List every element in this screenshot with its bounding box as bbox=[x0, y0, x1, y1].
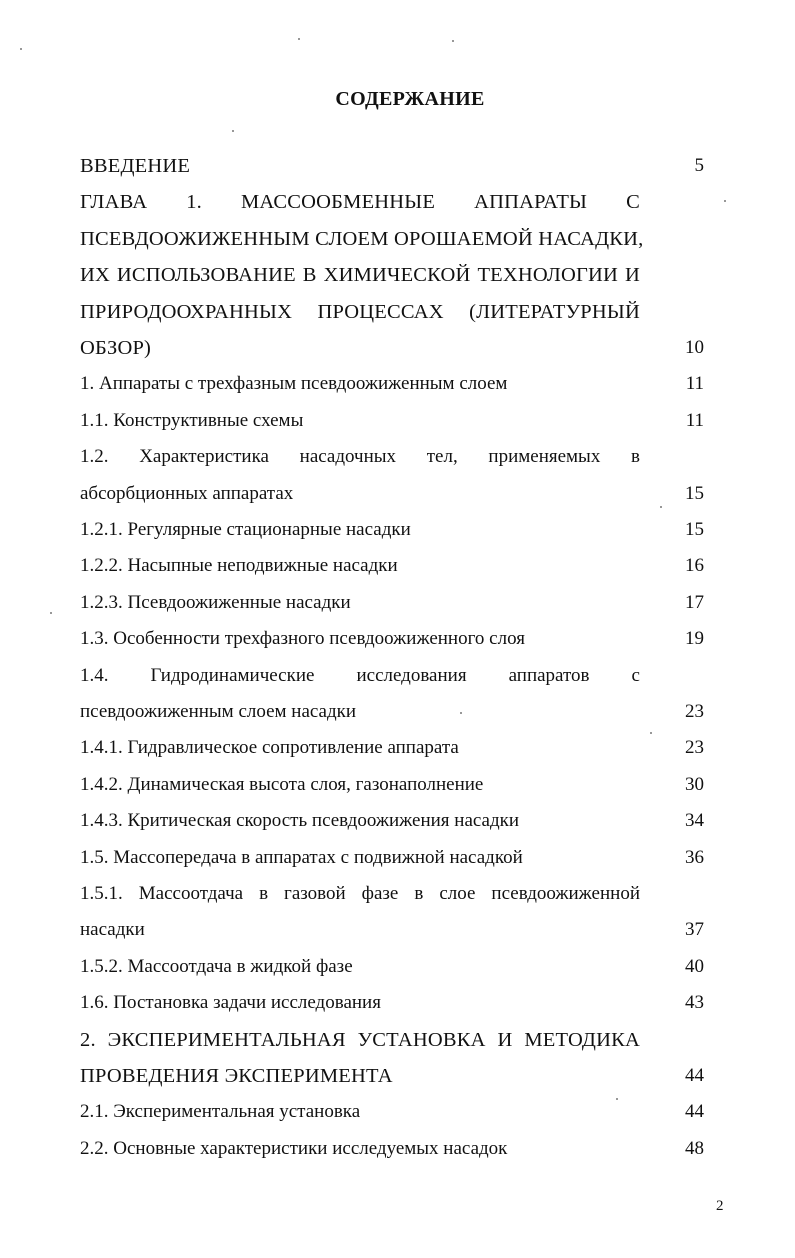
scan-speck bbox=[20, 48, 22, 50]
toc-entry-line: 1.2.3. Псевдоожиженные насадки bbox=[80, 591, 351, 613]
scan-speck bbox=[232, 130, 234, 132]
toc-entry-line: 2. ЭКСПЕРИМЕНТАЛЬНАЯ УСТАНОВКА И МЕТОДИКА bbox=[80, 1028, 640, 1051]
toc-page-number: 11 bbox=[685, 373, 704, 395]
toc-entry-line: 1.1. Конструктивные схемы bbox=[80, 409, 304, 431]
page-title: СОДЕРЖАНИЕ bbox=[335, 88, 485, 110]
toc-page-number: 44 bbox=[685, 1065, 704, 1086]
scan-speck bbox=[616, 1098, 618, 1100]
toc-entry-line: ПСЕВДООЖИЖЕННЫМ СЛОЕМ ОРОШАЕМОЙ НАСАДКИ, bbox=[80, 227, 644, 250]
toc-entry-line: ОБЗОР) bbox=[80, 337, 152, 359]
scan-speck bbox=[650, 732, 652, 734]
toc-page-number: 44 bbox=[685, 1101, 704, 1123]
toc-entry-line: насадки bbox=[80, 919, 145, 941]
toc-page-number: 34 bbox=[685, 810, 704, 832]
toc-entry-line: 1.4.2. Динамическая высота слоя, газонаполнение bbox=[80, 773, 484, 795]
toc-entry-line: 1.2.1. Регулярные стационарные насадки bbox=[80, 519, 411, 540]
toc-entry-line: ИХ ИСПОЛЬЗОВАНИЕ В ХИМИЧЕСКОЙ ТЕХНОЛОГИИ И bbox=[80, 264, 640, 287]
toc-entry-line: 1. Аппараты с трехфазным псевдоожиженным слоем bbox=[80, 373, 508, 395]
scan-speck bbox=[298, 38, 300, 40]
toc-entry-line: 1.6. Постановка задачи исследования bbox=[80, 992, 381, 1014]
toc-entry-line: 2.1. Экспериментальная установка bbox=[80, 1101, 361, 1123]
toc-page-number: 40 bbox=[685, 955, 704, 977]
toc-page-number: 43 bbox=[685, 992, 704, 1014]
toc-entry-line: абсорбционных аппаратах bbox=[80, 482, 294, 504]
toc-entry-line: 1.2.2. Насыпные неподвижные насадки bbox=[80, 555, 398, 577]
toc-page-number: 36 bbox=[685, 846, 704, 868]
toc-page-number: 23 bbox=[685, 701, 704, 722]
scan-speck bbox=[660, 506, 662, 508]
toc-entry-line: 1.5.1. Массоотдача в газовой фазе в слое псевдоожиженной bbox=[80, 883, 640, 904]
toc-entry-line: 1.2. Характеристика насадочных тел, применяемых в bbox=[80, 446, 640, 468]
toc-page-number: 11 bbox=[685, 409, 704, 431]
toc-entry-line: 1.4.1. Гидравлическое сопротивление аппарата bbox=[80, 737, 459, 759]
toc-entry-line: псевдоожиженным слоем насадки bbox=[80, 701, 357, 722]
scan-speck bbox=[50, 612, 52, 614]
toc-entry-line: 2.2. Основные характеристики исследуемых насадок bbox=[80, 1137, 508, 1159]
toc-entry-line: ГЛАВА 1. МАССООБМЕННЫЕ АППАРАТЫ С bbox=[80, 191, 640, 214]
toc-page-number: 19 bbox=[685, 628, 704, 650]
toc-page-number: 16 bbox=[685, 555, 704, 577]
toc-entry-line: 1.5. Массопередача в аппаратах с подвижной насадкой bbox=[80, 846, 523, 868]
scan-speck bbox=[452, 40, 454, 42]
toc-entry-line: ВВЕДЕНИЕ bbox=[80, 155, 191, 177]
toc-entry-line: ПРИРОДООХРАННЫХ ПРОЦЕССАХ (ЛИТЕРАТУРНЫЙ bbox=[80, 300, 640, 323]
toc-entry-line: 1.4. Гидродинамические исследования аппаратов с bbox=[80, 664, 640, 686]
toc-page-number: 17 bbox=[685, 591, 704, 613]
toc-page-number: 5 bbox=[694, 155, 704, 176]
toc-page-number: 15 bbox=[685, 482, 704, 504]
toc-page-number: 30 bbox=[685, 773, 704, 795]
toc-entry-line: 1.3. Особенности трехфазного псевдоожиженного слоя bbox=[80, 628, 525, 650]
page-number: 2 bbox=[716, 1198, 724, 1214]
scan-speck bbox=[460, 712, 462, 714]
toc-page-number: 37 bbox=[685, 919, 704, 941]
toc-page-number: 15 bbox=[685, 519, 704, 540]
toc-page-number: 48 bbox=[685, 1137, 704, 1159]
toc-entry-line: ПРОВЕДЕНИЯ ЭКСПЕРИМЕНТА bbox=[80, 1065, 393, 1087]
toc-entry-line: 1.4.3. Критическая скорость псевдоожижения насадки bbox=[80, 810, 520, 832]
toc-page-number: 23 bbox=[685, 737, 704, 759]
toc-page-number: 10 bbox=[685, 337, 704, 358]
scan-speck bbox=[724, 200, 726, 202]
toc-entry-line: 1.5.2. Массоотдача в жидкой фазе bbox=[80, 955, 353, 977]
